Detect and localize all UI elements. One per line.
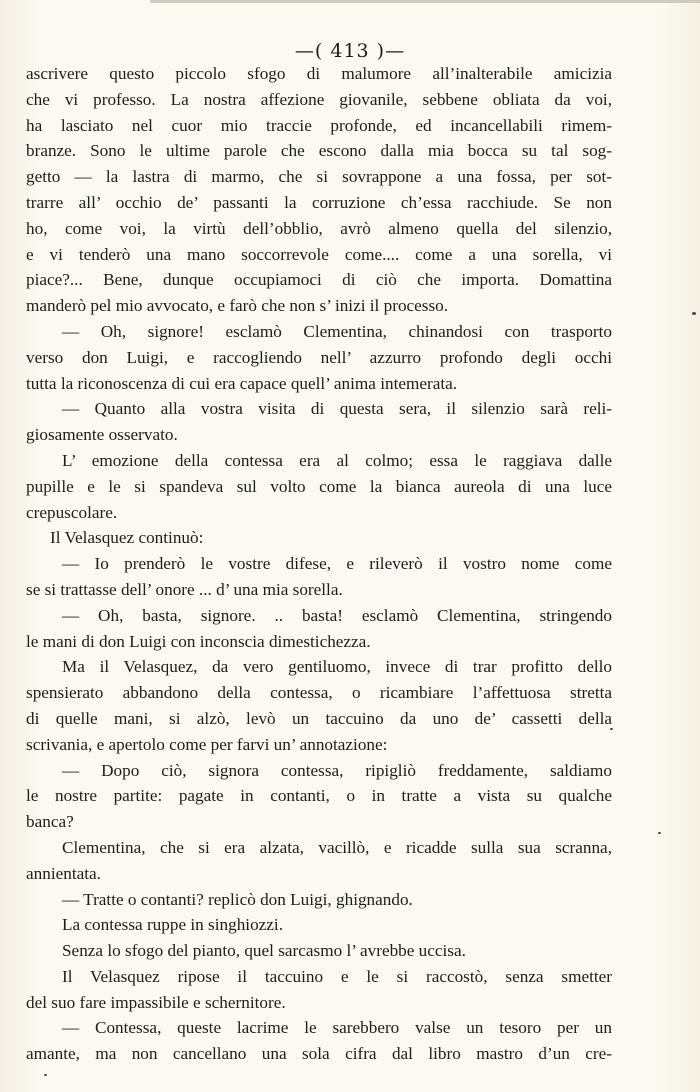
text-line: giosamente osservato. xyxy=(26,425,178,445)
text-line: le mani di don Luigi con inconscia dimestichezza. xyxy=(26,631,371,651)
text-line: spensierato abbandono della contessa, o ricambiare l’affettuosa stretta xyxy=(26,683,612,703)
text-line: branze. Sono le ultime parole che escono dalla mia bocca su tal sog- xyxy=(26,141,612,161)
text-line: le nostre partite: pagate in contanti, o in tratte a vista su qualche xyxy=(26,786,612,806)
text-line: getto — la lastra di marmo, che si sovrappone a una fossa, per sot- xyxy=(26,167,612,187)
text-line: scrivania, e apertolo come per farvi un’ annotazione: xyxy=(26,734,388,754)
text-line: — Contessa, queste lacrime le sarebbero valse un tesoro per un xyxy=(62,1018,612,1038)
ink-speck xyxy=(44,1074,47,1076)
text-line: annientata. xyxy=(26,863,101,883)
text-line: amante, ma non cancellano una sola cifra dal libro mastro d’un cre- xyxy=(26,1044,612,1064)
text-line: La contessa ruppe in singhiozzi. xyxy=(62,915,283,935)
text-line: crepuscolare. xyxy=(26,502,118,522)
ink-speck xyxy=(610,728,613,730)
ink-speck xyxy=(692,312,696,315)
ink-speck xyxy=(658,832,661,834)
text-line: Il Velasquez continuò: xyxy=(50,528,204,548)
page-top-edge xyxy=(150,0,700,3)
text-line: ho, come voi, la virtù dell’obblio, avrò almeno quella del silenzio, xyxy=(26,218,612,238)
body-text xyxy=(26,61,612,1067)
text-line: Il Velasquez ripose il taccuino e le si raccostò, senza smetter xyxy=(62,966,612,986)
text-line: ha lasciato nel cuor mio traccie profonde, ed incancellabili rimem- xyxy=(26,115,612,135)
text-line: del suo fare impassibile e schernitore. xyxy=(26,992,286,1012)
text-line: piace?... Bene, dunque occupiamoci di ciò che importa. Domattina xyxy=(26,270,612,290)
text-line: Senza lo sfogo del pianto, quel sarcasmo l’ avrebbe uccisa. xyxy=(62,941,466,961)
text-line: — Oh, signore! esclamò Clementina, chinandosi con trasporto xyxy=(62,321,612,341)
text-line: di quelle mani, si alzò, levò un taccuino da uno de’ cassetti della xyxy=(26,708,612,728)
text-line: — Io prenderò le vostre difese, e rileverò il vostro nome come xyxy=(62,554,612,574)
text-line: e vi tenderò una mano soccorrevole come.... come a una sorella, vi xyxy=(26,244,612,264)
text-line: — Dopo ciò, signora contessa, ripigliò freddamente, saldiamo xyxy=(62,760,612,780)
text-line: ascrivere questo piccolo sfogo di malumore all’inalterabile amicizia xyxy=(26,64,612,83)
text-line: se si trattasse dell’ onore ... d’ una mia sorella. xyxy=(26,579,343,599)
text-line: — Tratte o contanti? replicò don Luigi, ghignando. xyxy=(62,889,413,909)
text-line: Clementina, che si era alzata, vacillò, e ricadde sulla sua scranna, xyxy=(62,837,612,857)
text-line: — Quanto alla vostra visita di questa sera, il silenzio sarà reli- xyxy=(62,399,612,419)
text-line: pupille e le si spandeva sul volto come la bianca aureola di una luce xyxy=(26,476,612,496)
text-line: che vi professo. La nostra affezione giovanile, sebbene obliata da voi, xyxy=(26,89,612,109)
text-line: verso don Luigi, e raccogliendo nell’ azzurro profondo degli occhi xyxy=(26,347,612,367)
text-line: trarre all’ occhio de’ passanti la corruzione ch’essa racchiude. Se non xyxy=(26,192,612,212)
text-line: L’ emozione della contessa era al colmo; essa le raggiava dalle xyxy=(62,450,612,470)
page-number: —( 413 )— xyxy=(294,40,406,62)
text-line: tutta la riconoscenza di cui era capace quell’ anima intemerata. xyxy=(26,373,458,393)
text-line: manderò pel mio avvocato, e farò che non s’ inizi il processo. xyxy=(26,296,449,316)
text-line: — Oh, basta, signore. .. basta! esclamò Clementina, stringendo xyxy=(62,605,612,625)
text-line: Ma il Velasquez, da vero gentiluomo, invece di trar profitto dello xyxy=(62,657,612,677)
text-line: banca? xyxy=(26,812,74,832)
